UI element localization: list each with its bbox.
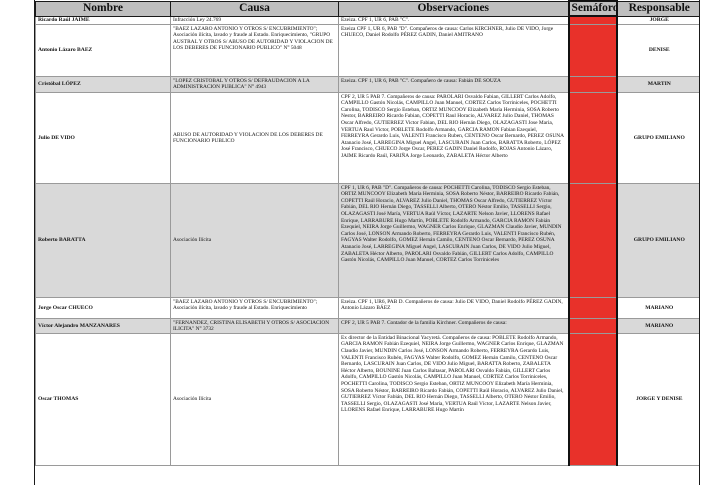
header-responsable[interactable]: Responsable [617, 1, 701, 16]
table-row [36, 93, 701, 184]
observaciones-cell[interactable]: CPF 2, UR 5 PAB 7. Compañeros de causa: PAROLARI Osvaldo Fabian, GILLERT Carlos Adolfo, CAMPILLO Gastón Nicolás, CAMPILLO Juan Manuel, CORTEZ Carlos Torriniceles, POCHETTI Carolina, TODISCO Sergio Esteban, ORTIZ MUNCOOY Elizabeth María Herminia, SOSA Roberto Nestor, BARREIRO Ricardo Fabian, COPETTI Raul Horacio, ALVAREZ Julio Daniel, THOMAS Oscar Alfredo, GUTIERREZ Victor Fabian, DEL RIO Hernán Diego, OLAZAGASTI Jose Maria, VERTUA Raul Victor, POBLETE Rodolfo Armando, GARCIA RAMON Fabian Ezequiel, FERREYRA Gerardo Luis, VALENTI Francisco Ruben, CENTENO Oscar Bernardo, PEREZ OSUNA Atanacio José, LARREGINA Miguel Angel, LASCURAIN Juan Carlos, BARATTA Roberto, LÓPEZ José Francisco, CHUECO Jorge Oscar, PEREZ GADIN Daniel Rodolfo, ROJAS Antonio Lázaro, JAIME Ricardo Raúl, FARIÑA Jorge Leonardo, ZABALETA Héctor Alberto [339, 93, 569, 184]
causa-cell[interactable]: ABUSO DE AUTORIDAD Y VIOLACION DE LOS DEBERES DE FUNCIONARIO PUBLICO [171, 93, 339, 184]
causa-cell[interactable]: Asociación Ilícita [171, 184, 339, 298]
causa-cell[interactable]: Asociación Ilícita [171, 334, 339, 466]
nombre-cell[interactable]: Oscar THOMAS [36, 334, 171, 466]
semaforo-cell[interactable] [569, 184, 617, 298]
causa-cell[interactable]: "FERNANDEZ, CRISTINA ELISABETH Y OTROS S/ ASOCIACION ILICITA" N° 3732 [171, 319, 339, 334]
observaciones-cell[interactable]: CPF 1, UR 6, PAB "D". Compañeros de causa: POCHETTI Carolina, TODISCO Sergio Esteban, ORTIZ MUNCOOY Elizabeth María Herminia, SOSA Roberto Néstor, BARREIRO Ricardo Fabián, COPETTI Raúl Horacio, ALVAREZ Julio Daniel, THOMAS Oscar Alfredo, GUTIERREZ Víctor Fabián, DEL RIO Hernán Diego, TASSELLI Alberto, OTERO Néstor Emilio, TASSELLI Sergio, OLAZAGASTI José María, VERTUA Raúl Víctor, LAZARTE Nelson Javier, LLORENS Rafael Enrique, LARRABURE Hugo Martín, POBLETE Rodolfo Armando, GARCIA RAMON Fabián Ezequiel, NEIRA Jorge Guillermo, WAGNER Carlos Enrique, GLAZMAN Claudio Javier, MUNDIN Carlos José, LONSON Armando Roberto, FERREYRA Gerardo Luis, VALENTI Francisco Rubén, FAGYAS Walter Rodolfo, GOMEZ Hernán Camilo, CENTENO Oscar Bernardo, PEREZ OSUNA Atanacio José, LARREGINA Miguel Angel, LASCURAIN Juan Carlos, DE VIDO Julio Miguel, ZABALETA Héctor Alberto, PAROLARI Osvaldo Fabián, GILLERT Carlos Adolfo, CAMPILLO Gastón Nicolás, CAMPILLO Juan Manuel, CORTEZ Carlos Torriniceles [339, 184, 569, 298]
nombre-cell[interactable]: Antonio Lázaro BAEZ [36, 25, 171, 77]
responsable-cell[interactable]: MARIANO [617, 319, 701, 334]
observaciones-cell[interactable]: Ezeiza. CPF 1, UR 6, PAB "C". [339, 16, 569, 25]
nombre-cell[interactable]: Víctor Alejandro MANZANARES [36, 319, 171, 334]
semaforo-cell[interactable] [569, 16, 617, 25]
semaforo-cell[interactable] [569, 77, 617, 93]
responsable-cell[interactable]: JORGE Y DENISE [617, 334, 701, 466]
nombre-cell[interactable]: Julio DE VIDO [36, 93, 171, 184]
detainees-table [35, 0, 700, 466]
responsable-cell[interactable]: MARTIN [617, 77, 701, 93]
semaforo-cell[interactable] [569, 93, 617, 184]
observaciones-cell[interactable]: CPF 2, UR 5 PAB 7. Contador de la familia Kirchner. Compañeros de causa: [339, 319, 569, 334]
observaciones-cell[interactable]: Ezeiza. CPF 1, UR6, PAB D. Compañeros de causa: Julio DE VIDO, Daniel Rodolfo PÉREZ GADIN, Antonio Lázaro BÁEZ [339, 298, 569, 319]
causa-cell[interactable]: "BAEZ LAZARO ANTONIO Y OTROS S/ ENCUBRIMIENTO"; Asociación ilícita, lavado y fraude al Estado. Enriquecimiento [171, 298, 339, 319]
semaforo-cell[interactable] [569, 298, 617, 319]
observaciones-cell[interactable]: Ex director de la Entidad Binacional Yacyretá. Compañeros de causa: POBLETE Rodolfo Armando, GARCIA RAMON Fabián Ezequiel, NEIRA Jorge Guillermo, WAGNER Carlos Enrique, GLAZMAN Claudio Javier, MUNDIN Carlos José, LONSON Armando Roberto, FERREYRA Gerardo Luis, VALENTI Francisco Rubén, FAGYAS Walter Rodolfo, GOMEZ Hernán Camilo, CENTENO Oscar Bernardo, LASCURAIN Juan Carlos, DE VIDO Julio Miguel, BARATTA Roberto, ZABALETA Héctor Alberto, BOUNINE Juan Carlos Baltasar, PAROLARI Osvaldo Fabián, GILLERT Carlos Adolfo, CAMPILLO Gastón Nicolás, CAMPILLO Juan Manuel, CORTEZ Carlos Torriniceles, POCHETTI Carolina, TODISCO Sergio Esteban, ORTIZ MUNCOOY Elizabeth María Herminia, SOSA Roberto Néstor, BARREIRO Ricardo Fabián, COPETTI Raúl Horacio, ALVAREZ Julio Daniel, GUTIERREZ Víctor Fabián, DEL RIO Hernán Diego, TASSELLI Alberto, OTERO Néstor Emilio, TASSELLI Sergio, OLAZAGASTI José María, VERTUA Raúl Víctor, LAZARTE Nelson Javier, LLORENS Rafael Enrique, LARRABURE Hugo Martín [339, 334, 569, 466]
nombre-cell[interactable]: Jorge Oscar CHUECO [36, 298, 171, 319]
responsable-cell[interactable]: JORGE [617, 16, 701, 25]
spreadsheet-sheet [34, 0, 700, 485]
header-semaforo[interactable]: Semáforo [569, 1, 617, 16]
causa-cell[interactable]: "BAEZ LAZARO ANTONIO Y OTROS S/ ENCUBRIMIENTO"; Asociación ilícita, lavado y fraude al Estado. Enriquecimiento, "GRUPO AUSTRAL Y OTROS S/ ABUSO DE AUTORIDAD Y VIOLACION DE LOS DEBERES DE FUNCIONARIO PUBLICO" N° 5048 [171, 25, 339, 77]
table-row [36, 16, 701, 25]
header-observaciones[interactable]: Observaciones [339, 1, 569, 16]
nombre-cell[interactable]: Cristóbal LÓPEZ [36, 77, 171, 93]
header-row [36, 1, 701, 16]
nombre-cell[interactable]: Roberto BARATTA [36, 184, 171, 298]
table-row [36, 298, 701, 319]
semaforo-cell[interactable] [569, 334, 617, 466]
responsable-cell[interactable]: GRUPO EMILIANO [617, 184, 701, 298]
responsable-cell[interactable]: DENISE [617, 25, 701, 77]
responsable-cell[interactable]: MARIANO [617, 298, 701, 319]
table-row [36, 184, 701, 298]
header-causa[interactable]: Causa [171, 1, 339, 16]
table-row [36, 77, 701, 93]
nombre-cell[interactable]: Ricardo Raúl JAIME [36, 16, 171, 25]
observaciones-cell[interactable]: Ezeiza CPF 1, UR 6, PAB "D". Compañeros de causa: Carlos KIRCHNER, Julio DE VIDO, Jorge CHUECO, Daniel Rodolfo PÉREZ GADIN, Daniel AMITRANO [339, 25, 569, 77]
table-row [36, 334, 701, 466]
causa-cell[interactable]: Infracción Ley 24.769 [171, 16, 339, 25]
table-row [36, 25, 701, 77]
semaforo-cell[interactable] [569, 25, 617, 77]
observaciones-cell[interactable]: Ezeiza. CPF 1, UR 6, PAB "C". Compañero de causa: Fabián DE SOUZA [339, 77, 569, 93]
causa-cell[interactable]: "LOPEZ CRISTOBAL Y OTROS S/ DEFRAUDACION A LA ADMINISTRACION PUBLICA" N° 4943 [171, 77, 339, 93]
header-nombre[interactable]: Nombre [36, 1, 171, 16]
semaforo-cell[interactable] [569, 319, 617, 334]
responsable-cell[interactable]: GRUPO EMILIANO [617, 93, 701, 184]
table-row [36, 319, 701, 334]
